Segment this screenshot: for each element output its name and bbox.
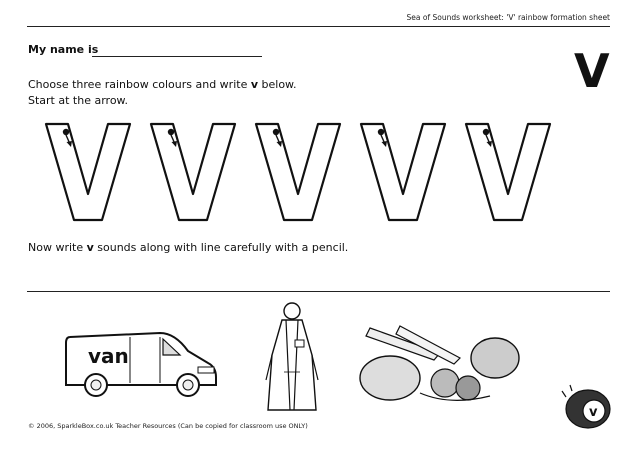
instruction-line-2: Start at the arrow. — [28, 94, 129, 107]
writing-line[interactable] — [27, 291, 610, 292]
instruction-letter: v — [250, 78, 259, 91]
vicar-picture — [262, 300, 322, 415]
instruction-text-b: below. — [258, 78, 297, 91]
sound-badge — [560, 383, 620, 431]
van-picture — [60, 325, 220, 400]
footer-copyright: © 2006, SparkleBox.co.uk Teacher Resources (Can be copied for classroom use ONLY) — [28, 422, 308, 430]
name-label: My name is — [28, 43, 99, 56]
tracing-letter-4[interactable] — [361, 124, 445, 220]
vegetables-picture — [350, 318, 525, 408]
van-label: van — [88, 344, 129, 368]
worksheet-title: Sea of Sounds worksheet: 'V' rainbow formation sheet — [406, 13, 610, 22]
sentence-letter: v — [86, 241, 94, 254]
writing-instruction — [28, 241, 348, 254]
tracing-letter-5[interactable] — [466, 124, 550, 220]
instruction-text-a: Choose three rainbow colours and write — [28, 78, 251, 91]
tracing-letters — [44, 120, 604, 230]
sentence-text-a: Now write — [28, 241, 87, 254]
sentence-text-b: sounds along with line carefully with a pencil. — [93, 241, 349, 254]
tracing-letter-1[interactable] — [46, 124, 130, 220]
tracing-letter-3[interactable] — [256, 124, 340, 220]
badge-letter: v — [589, 405, 598, 420]
tracing-letter-2[interactable] — [151, 124, 235, 220]
name-write-line[interactable] — [92, 56, 262, 57]
instruction-line-1 — [28, 78, 297, 91]
big-letter: V — [574, 44, 610, 98]
header-divider — [27, 26, 610, 27]
